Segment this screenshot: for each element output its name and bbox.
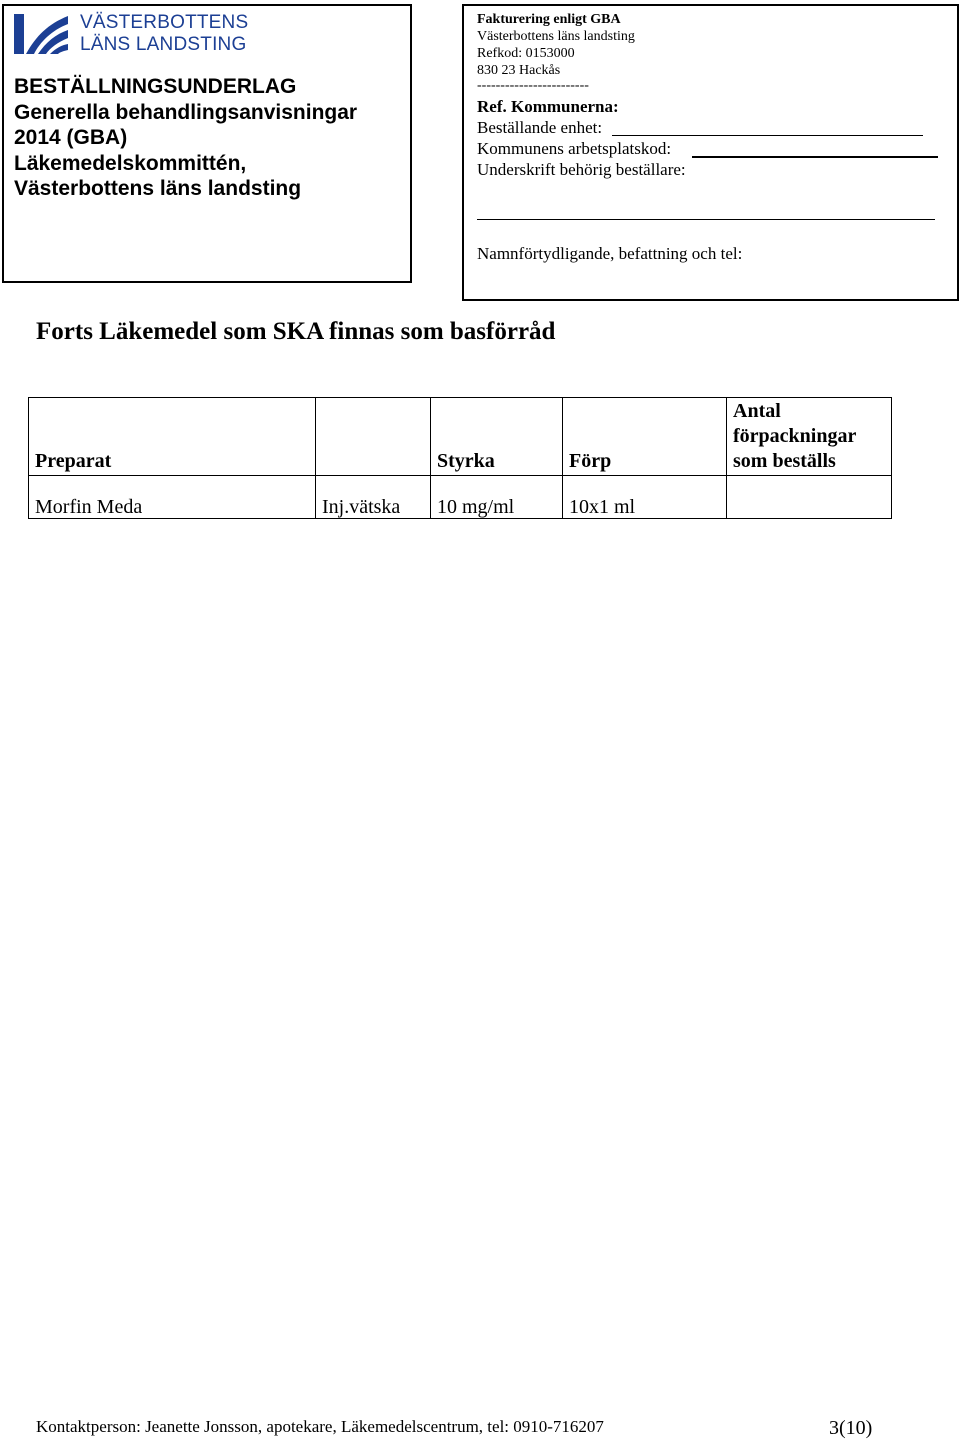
col-header-styrka: Styrka <box>431 398 563 476</box>
signature-field[interactable] <box>477 219 935 220</box>
title-line-5: Västerbottens läns landsting <box>14 177 302 200</box>
page-number: 3(10) <box>829 1417 873 1439</box>
title-line-4: Läkemedelskommittén, <box>14 151 247 175</box>
col-header-antal: Antal förpackningar som beställs <box>727 398 892 476</box>
cell-forp: 10x1 ml <box>563 476 727 519</box>
landsting-logo <box>14 12 254 56</box>
cell-form: Inj.vätska <box>316 476 431 519</box>
logo-line-2: LÄNS LANDSTING <box>80 34 247 55</box>
cell-antal-input[interactable] <box>727 476 892 519</box>
ordering-unit-label: Beställande enhet: <box>477 118 603 137</box>
invoice-refkod: Refkod: 0153000 <box>477 46 575 61</box>
signature-label: Underskrift behörig beställare: <box>477 160 686 179</box>
col-header-forp: Förp <box>563 398 727 476</box>
landsting-logo-icon <box>14 14 70 54</box>
invoice-address: 830 23 Hackås <box>477 63 561 78</box>
title-line-2: Generella behandlingsanvisningar <box>14 100 358 124</box>
table-row <box>29 476 892 519</box>
cell-preparat: Morfin Meda <box>29 476 316 519</box>
title-line-3: 2014 (GBA) <box>14 126 128 149</box>
name-clarification-label: Namnförtydligande, befattning och tel: <box>477 244 743 263</box>
invoice-heading: Fakturering enligt GBA <box>477 12 621 27</box>
ordering-unit-field[interactable] <box>612 135 923 136</box>
medication-table <box>28 397 892 519</box>
section-heading: Forts Läkemedel som SKA finnas som basförråd <box>36 318 556 345</box>
invoice-divider: ------------------------ <box>477 78 589 93</box>
cell-styrka: 10 mg/ml <box>431 476 563 519</box>
document-title <box>14 74 404 202</box>
table-header-row <box>29 398 892 476</box>
logo-wordmark <box>80 12 248 56</box>
workplace-code-field[interactable] <box>692 156 938 158</box>
logo-line-1: VÄSTERBOTTENS <box>80 12 249 33</box>
col-header-preparat: Preparat <box>29 398 316 476</box>
ref-heading: Ref. Kommunerna: <box>477 97 619 116</box>
footer-contact: Kontaktperson: Jeanette Jonsson, apotekare, Läkemedelscentrum, tel: 0910-716207 <box>36 1417 604 1436</box>
workplace-code-label: Kommunens arbetsplatskod: <box>477 139 672 158</box>
title-line-1: BESTÄLLNINGSUNDERLAG <box>14 75 297 98</box>
col-header-form <box>316 398 431 476</box>
invoice-org: Västerbottens läns landsting <box>477 29 635 44</box>
